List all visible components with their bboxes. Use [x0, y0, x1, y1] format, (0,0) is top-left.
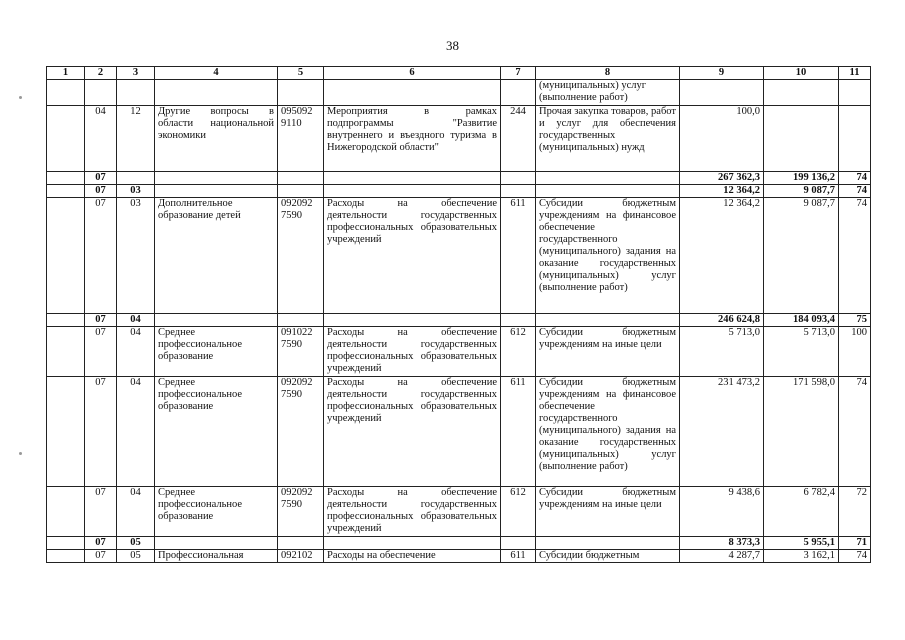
- cell-col-8: [536, 314, 680, 327]
- cell-col-6: [324, 314, 501, 327]
- cell-col-9: 5 713,0: [680, 327, 764, 377]
- cell-col-7: [501, 314, 536, 327]
- cell-col-2: 07: [85, 487, 117, 537]
- cell-col-9: 12 364,2: [680, 198, 764, 314]
- cell-col-6: [324, 80, 501, 106]
- cell-col-8: Субсидии бюджетным учреждениям на финансовое обеспечение государственного (муниципального) задания на оказание государственных (муниципальных) услуг (выполнение работ): [536, 377, 680, 487]
- cell-col-5: 095092 9110: [278, 106, 324, 172]
- cell-col-8: [536, 537, 680, 550]
- table-row: [47, 377, 871, 487]
- col-header-2: 2: [85, 67, 117, 80]
- cell-col-4: [155, 172, 278, 185]
- subtotal-row: [47, 314, 871, 327]
- cell-col-6: [324, 172, 501, 185]
- table-row: [47, 198, 871, 314]
- cell-col-1: [47, 172, 85, 185]
- cell-col-6: Расходы на обеспечение: [324, 550, 501, 563]
- subtotal-row: [47, 172, 871, 185]
- cell-col-8: Субсидии бюджетным: [536, 550, 680, 563]
- cell-col-8: [536, 185, 680, 198]
- cell-col-5: 092092 7590: [278, 198, 324, 314]
- cell-col-4: [155, 185, 278, 198]
- cell-col-5: [278, 537, 324, 550]
- cell-col-10: 171 598,0: [764, 377, 839, 487]
- cell-col-11: 75: [839, 314, 871, 327]
- cell-col-10: [764, 80, 839, 106]
- cell-col-1: [47, 377, 85, 487]
- cell-col-4: Профессиональная: [155, 550, 278, 563]
- cell-col-2: 07: [85, 314, 117, 327]
- cell-col-4: [155, 314, 278, 327]
- cell-col-10: 199 136,2: [764, 172, 839, 185]
- cell-col-2: 07: [85, 172, 117, 185]
- cell-col-7: [501, 172, 536, 185]
- table-row: [47, 550, 871, 563]
- cell-col-9: 231 473,2: [680, 377, 764, 487]
- cell-col-10: 184 093,4: [764, 314, 839, 327]
- cell-col-6: [324, 537, 501, 550]
- cell-col-8: Субсидии бюджетным учреждениям на иные цели: [536, 487, 680, 537]
- cell-col-7: 611: [501, 550, 536, 563]
- cell-col-2: 07: [85, 327, 117, 377]
- cell-col-9: [680, 80, 764, 106]
- col-header-8: 8: [536, 67, 680, 80]
- col-header-9: 9: [680, 67, 764, 80]
- cell-col-3: 04: [117, 327, 155, 377]
- cell-col-4: Среднее профессиональное образование: [155, 487, 278, 537]
- cell-col-9: 12 364,2: [680, 185, 764, 198]
- cell-col-8: Субсидии бюджетным учреждениям на иные цели: [536, 327, 680, 377]
- cell-col-2: 07: [85, 537, 117, 550]
- table-header-row: [47, 67, 871, 80]
- cell-col-4: [155, 537, 278, 550]
- cell-col-1: [47, 106, 85, 172]
- col-header-1: 1: [47, 67, 85, 80]
- cell-col-11: 100: [839, 327, 871, 377]
- cell-col-2: 07: [85, 198, 117, 314]
- cell-col-8: (муниципальных) услуг (выполнение работ): [536, 80, 680, 106]
- cell-col-10: 9 087,7: [764, 198, 839, 314]
- cell-col-7: 612: [501, 327, 536, 377]
- cell-col-6: Расходы на обеспечение деятельности государственных профессиональных образовательных учреждений: [324, 377, 501, 487]
- col-header-7: 7: [501, 67, 536, 80]
- cell-col-1: [47, 198, 85, 314]
- cell-col-10: 9 087,7: [764, 185, 839, 198]
- cell-col-7: 611: [501, 377, 536, 487]
- cell-col-9: 100,0: [680, 106, 764, 172]
- cell-col-4: Среднее профессиональное образование: [155, 327, 278, 377]
- cell-col-3: [117, 80, 155, 106]
- cell-col-11: [839, 106, 871, 172]
- cell-col-7: [501, 537, 536, 550]
- cell-col-1: [47, 80, 85, 106]
- table-row: [47, 487, 871, 537]
- subtotal-row: [47, 537, 871, 550]
- col-header-6: 6: [324, 67, 501, 80]
- cell-col-4: Среднее профессиональное образование: [155, 377, 278, 487]
- cell-col-7: 244: [501, 106, 536, 172]
- cell-col-10: 3 162,1: [764, 550, 839, 563]
- cell-col-3: 05: [117, 550, 155, 563]
- cell-col-9: 8 373,3: [680, 537, 764, 550]
- cell-col-7: [501, 80, 536, 106]
- cell-col-1: [47, 550, 85, 563]
- cell-col-7: [501, 185, 536, 198]
- cell-col-2: 07: [85, 550, 117, 563]
- cell-col-4: [155, 80, 278, 106]
- cell-col-2: 07: [85, 185, 117, 198]
- table-row: [47, 80, 871, 106]
- cell-col-10: 5 713,0: [764, 327, 839, 377]
- cell-col-3: 12: [117, 106, 155, 172]
- cell-col-4: Дополнительное образование детей: [155, 198, 278, 314]
- cell-col-3: 04: [117, 377, 155, 487]
- cell-col-7: 612: [501, 487, 536, 537]
- cell-col-4: Другие вопросы в области национальной экономики: [155, 106, 278, 172]
- cell-col-5: 092092 7590: [278, 377, 324, 487]
- cell-col-10: 5 955,1: [764, 537, 839, 550]
- cell-col-3: 03: [117, 185, 155, 198]
- cell-col-11: 74: [839, 377, 871, 487]
- cell-col-3: 04: [117, 314, 155, 327]
- cell-col-6: Расходы на обеспечение деятельности государственных профессиональных образовательных учреждений: [324, 487, 501, 537]
- cell-col-9: 246 624,8: [680, 314, 764, 327]
- cell-col-5: [278, 80, 324, 106]
- cell-col-11: 74: [839, 198, 871, 314]
- cell-col-8: Субсидии бюджетным учреждениям на финансовое обеспечение государственного (муниципального) задания на оказание государственных (муниципальных) услуг (выполнение работ): [536, 198, 680, 314]
- cell-col-7: 611: [501, 198, 536, 314]
- budget-table: [46, 66, 871, 563]
- cell-col-3: [117, 172, 155, 185]
- col-header-4: 4: [155, 67, 278, 80]
- cell-col-11: [839, 80, 871, 106]
- cell-col-2: [85, 80, 117, 106]
- cell-col-5: [278, 314, 324, 327]
- cell-col-5: 092102: [278, 550, 324, 563]
- cell-col-5: 092092 7590: [278, 487, 324, 537]
- col-header-10: 10: [764, 67, 839, 80]
- cell-col-11: 74: [839, 172, 871, 185]
- cell-col-1: [47, 537, 85, 550]
- cell-col-1: [47, 185, 85, 198]
- cell-col-9: 267 362,3: [680, 172, 764, 185]
- cell-col-10: [764, 106, 839, 172]
- cell-col-5: [278, 185, 324, 198]
- cell-col-1: [47, 314, 85, 327]
- cell-col-5: 091022 7590: [278, 327, 324, 377]
- cell-col-1: [47, 487, 85, 537]
- table-row: [47, 327, 871, 377]
- col-header-5: 5: [278, 67, 324, 80]
- cell-col-3: 05: [117, 537, 155, 550]
- table-row: [47, 106, 871, 172]
- cell-col-6: [324, 185, 501, 198]
- cell-col-5: [278, 172, 324, 185]
- cell-col-9: 4 287,7: [680, 550, 764, 563]
- cell-col-9: 9 438,6: [680, 487, 764, 537]
- cell-col-11: 72: [839, 487, 871, 537]
- cell-col-6: Мероприятия в рамках подпрограммы "Развитие внутреннего и въездного туризма в Нижегородской области": [324, 106, 501, 172]
- cell-col-6: Расходы на обеспечение деятельности государственных профессиональных образовательных учреждений: [324, 327, 501, 377]
- col-header-3: 3: [117, 67, 155, 80]
- cell-col-2: 07: [85, 377, 117, 487]
- cell-col-6: Расходы на обеспечение деятельности государственных профессиональных образовательных учреждений: [324, 198, 501, 314]
- cell-col-10: 6 782,4: [764, 487, 839, 537]
- cell-col-8: [536, 172, 680, 185]
- col-header-11: 11: [839, 67, 871, 80]
- subtotal-row: [47, 185, 871, 198]
- cell-col-2: 04: [85, 106, 117, 172]
- cell-col-3: 03: [117, 198, 155, 314]
- cell-col-8: Прочая закупка товаров, работ и услуг для обеспечения государственных (муниципальных) нужд: [536, 106, 680, 172]
- cell-col-11: 74: [839, 550, 871, 563]
- cell-col-1: [47, 327, 85, 377]
- cell-col-11: 71: [839, 537, 871, 550]
- cell-col-11: 74: [839, 185, 871, 198]
- cell-col-3: 04: [117, 487, 155, 537]
- page-number: 38: [446, 38, 459, 53]
